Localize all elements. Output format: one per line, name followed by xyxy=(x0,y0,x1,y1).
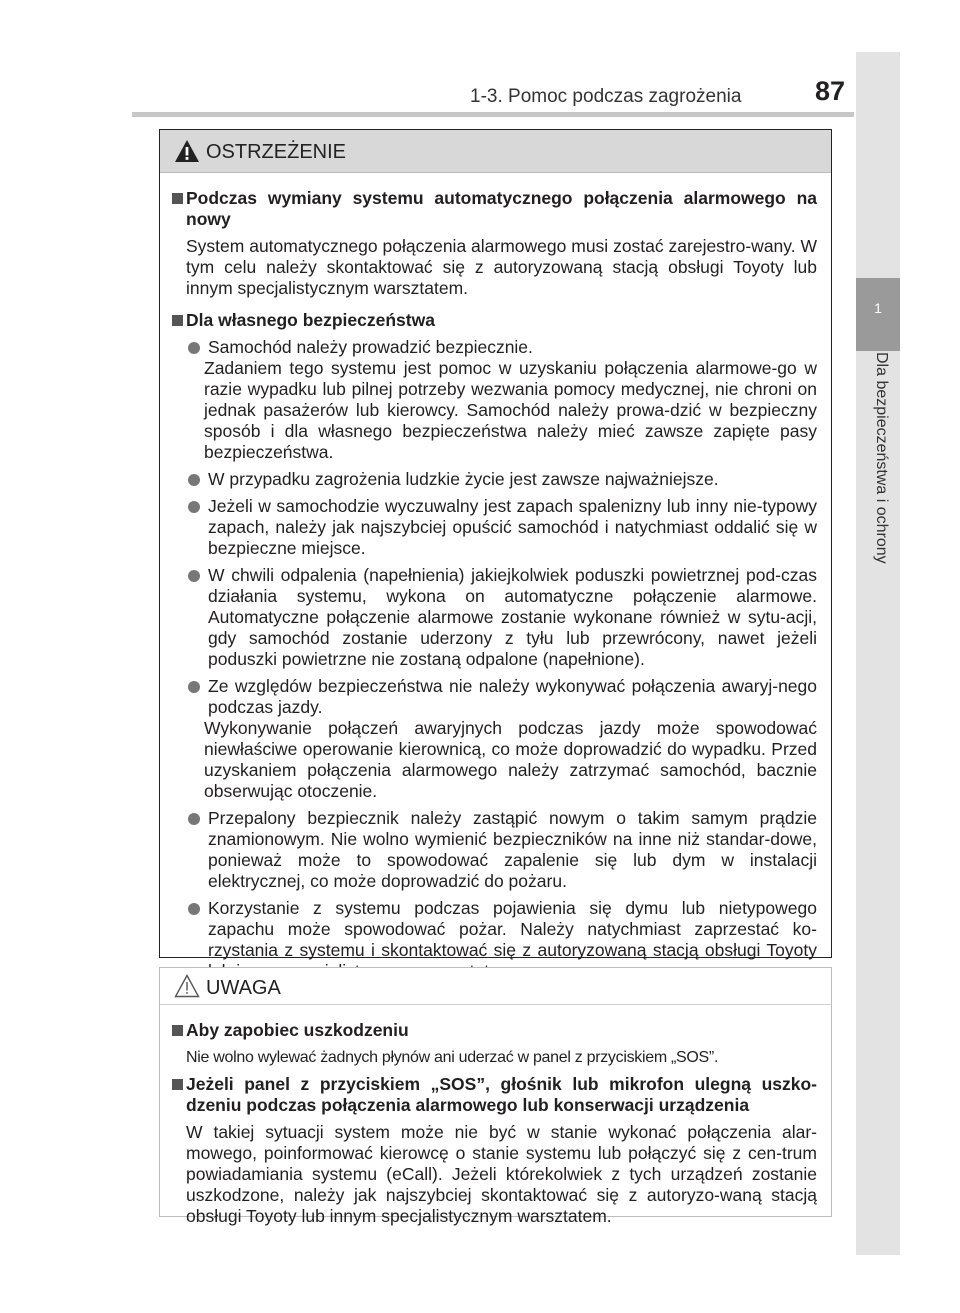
caution-section-text: Nie wolno wylewać żadnych płynów ani uderzać w panel z przyciskiem „SOS”. xyxy=(186,1049,719,1066)
caution-header xyxy=(160,968,831,1005)
square-bullet-icon xyxy=(172,315,183,326)
warning-box xyxy=(159,129,832,958)
warning-bullet: Przepalony bezpiecznik należy zastąpić nowym o takim samym prądzie znamionowym. Nie wolno wymienić bezpieczników na inne niż standar-dowe, ponieważ może to spowodować zapalenie się lub dym w instalacji elektrycznej, co może doprowadzić do pożaru. xyxy=(172,808,817,892)
caution-section-title: Aby zapobiec uszkodzeniu xyxy=(172,1020,817,1041)
square-bullet-icon xyxy=(172,1079,183,1090)
caution-section-title: Jeżeli panel z przyciskiem „SOS”, głośnik lub mikrofon ulegną uszko-dzeniu podczas połączenia alarmowego lub konserwacji urządzenia xyxy=(172,1074,817,1116)
header-section-title: 1-3. Pomoc podczas zagrożenia xyxy=(470,86,742,107)
warning-bullet: Ze względów bezpieczeństwa nie należy wykonywać połączenia awaryj-nego podczas jazdy. xyxy=(172,676,817,718)
circle-bullet-icon xyxy=(188,681,200,693)
warning-header xyxy=(160,130,831,173)
circle-bullet-icon xyxy=(188,474,200,486)
caution-title: UWAGA xyxy=(206,977,281,999)
warning-bullet-continuation: Zadaniem tego systemu jest pomoc w uzyskaniu połączenia alarmowe-go w razie wypadku lub pilnej potrzeby wezwania pomocy medycznej, nie chroni on jednak pasażerów lub kierowcy. Samochód należy prowa-dzić w bezpieczny sposób i dla własnego bezpieczeństwa należy mieć zawsze zapięte pasy bezpieczeństwa. xyxy=(204,358,817,462)
warning-triangle-icon xyxy=(174,139,200,163)
warning-bullet: Samochód należy prowadzić bezpiecznie. xyxy=(172,337,817,358)
circle-bullet-icon xyxy=(188,342,200,354)
circle-bullet-icon xyxy=(188,501,200,513)
warning-bullet: W przypadku zagrożenia ludzkie życie jest zawsze najważniejsze. xyxy=(172,469,817,490)
circle-bullet-icon xyxy=(188,903,200,915)
warning-section-text: System automatycznego połączenia alarmowego musi zostać zarejestro-wany. W tym celu należy skontaktować się z autoryzowaną stacją obsługi Toyoty lub innym specjalistycznym warsztatem. xyxy=(186,236,817,298)
side-tab-number: 1 xyxy=(856,278,900,351)
warning-section-title: Podczas wymiany systemu automatycznego połączenia alarmowego na nowy xyxy=(172,188,817,230)
warning-title: OSTRZEŻENIE xyxy=(206,141,347,163)
warning-bullet: Korzystanie z systemu podczas pojawienia się dymu lub nietypowego zapachu może spowodować pożar. Należy natychmiast zaprzestać ko-rzystania z systemu i skontaktować się z autoryzowaną stacją obsługi Toyoty xyxy=(172,898,817,982)
warning-bullet-continuation: Wykonywanie połączeń awaryjnych podczas jazdy może spowodować niewłaściwe operowanie kierownicą, co może doprowadzić do wypadku. Przed uzyskaniem połączenia alarmowego należy zatrzymać samochód, bacznie obserwując otoczenie. xyxy=(204,718,817,801)
square-bullet-icon xyxy=(172,1025,183,1036)
warning-bullet: Jeżeli w samochodzie wyczuwalny jest zapach spalenizny lub inny nie-typowy zapach, należy jak najszybciej opuścić samochód i natychmiast oddalić się w bezpieczne miejsce. xyxy=(172,496,817,559)
warning-section-title: Dla własnego bezpieczeństwa xyxy=(172,310,817,331)
circle-bullet-icon xyxy=(188,813,200,825)
circle-bullet-icon xyxy=(188,570,200,582)
square-bullet-icon xyxy=(172,193,183,204)
caution-triangle-icon xyxy=(174,974,200,998)
header-rule xyxy=(132,112,854,117)
page-number: 87 xyxy=(814,76,845,106)
caution-box xyxy=(159,967,832,1226)
warning-bullet: W chwili odpalenia (napełnienia) jakiejkolwiek poduszki powietrznej pod-czas działania systemu, wykona on automatyczne połączenie alarmowe. Automatyczne połączenie alarmowe zostanie wykonane również w sytu-acji, gdy samochód zostanie uderzony z tyłu lub przewrócony, nawet jeżeli poduszki powietrzne nie zostaną odpalone (napełnione). xyxy=(172,565,817,670)
side-tab-band xyxy=(856,52,900,1255)
caution-section-text: W takiej sytuacji system może nie być w stanie wykonać połączenia alar-mowego, poinformować kierowcę o stanie systemu lub połączyć się z cen-trum powiadamiania systemu (eCall). Jeżeli którekolwiek z tych urządzeń zostanie uszkodzone, należy jak najszybciej skontaktować się z autoryzo-waną stacją obsługi Toyoty lub innym specjalistycznym warsztatem. xyxy=(186,1122,817,1226)
side-tab-label: Dla bezpieczeństwa i ochrony xyxy=(873,352,890,564)
